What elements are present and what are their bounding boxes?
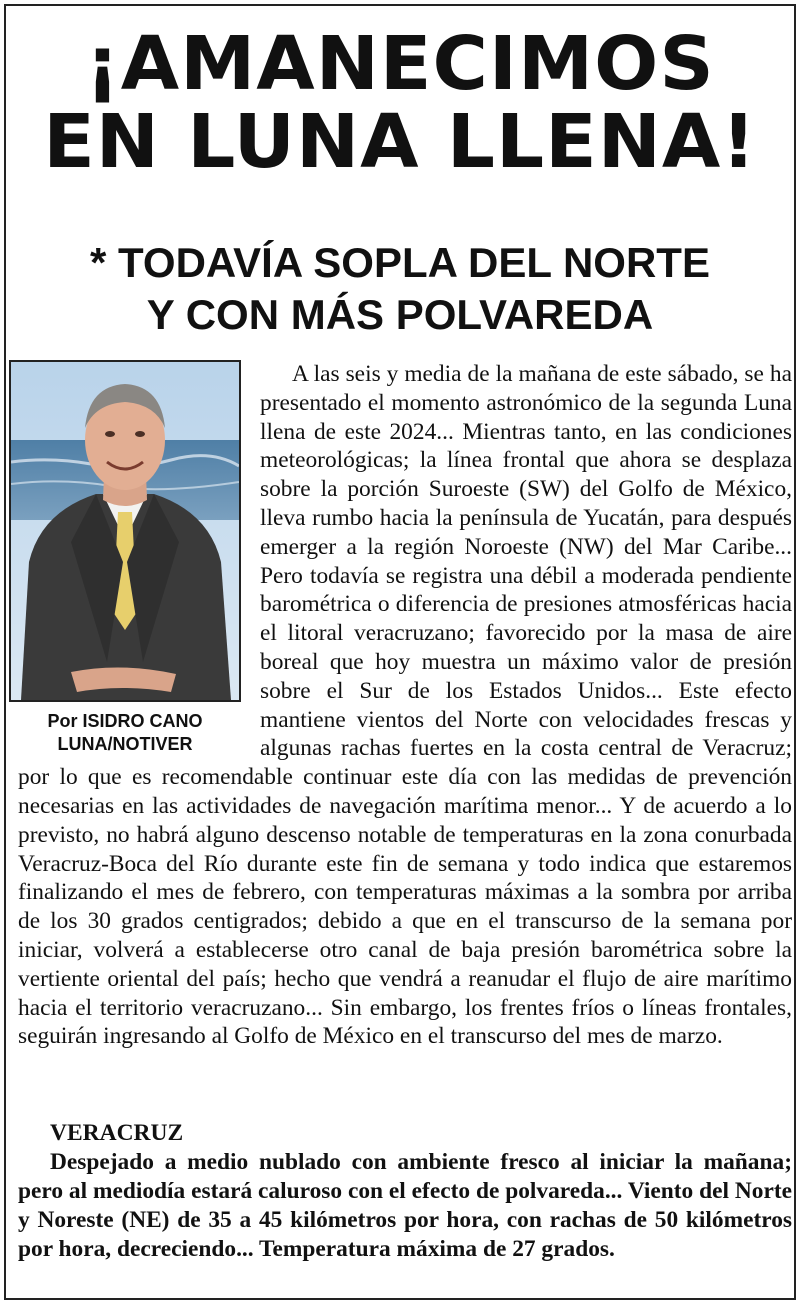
forecast-block xyxy=(18,1148,792,1264)
byline-outlet: LUNA/NOTIVER xyxy=(57,734,193,754)
subheadline-line-1: * TODAVÍA SOPLA DEL NORTE xyxy=(90,239,710,286)
byline xyxy=(9,710,241,756)
subheadline-line-2: Y CON MÁS POLVAREDA xyxy=(146,291,654,338)
headline-line-2: EN LUNA LLENA! xyxy=(43,99,757,185)
author-photo xyxy=(9,360,241,702)
forecast-title: VERACRUZ xyxy=(50,1120,184,1146)
byline-author: Por ISIDRO CANO xyxy=(47,711,203,731)
headline-line-1: ¡AMANECIMOS xyxy=(85,21,715,107)
forecast-text: Despejado a medio nublado con ambiente fresco al iniciar la mañana; pero al mediodía estará caluroso con el efecto de polvareda... Viento del Norte y Noreste (NE) de 35 a 45 kilómetros por hora, con rachas de 50 kilómetros por hora, decreciendo... Temperatura máxima de 27 grados. xyxy=(18,1149,792,1262)
article-paragraph: A las seis y media de la mañana de este sábado, se ha presentado el momento astronómico de la segunda Luna llena de este 2024... Mientras tanto, en las condiciones meteorológicas; la línea frontal que ahora se desplaza sobre la porción Suroeste (SW) del Golfo de México, lleva rumbo hacia la península de Yucatán, para después emerger a la región Noroeste (NW) del Mar Caribe... Pero todavía se registra una débil a moderada pendiente barométrica o diferencia de presiones atmosféricas hacia el litoral veracruzano; favorecido por la masa de aire boreal que hoy muestra un máximo valor de presión sobre el Sur de los Estados Unidos... Este efecto mantiene vientos del Norte con velocidades frescas y algunas rachas fuertes en la costa central de Veracruz; por lo que es recomendable continuar este día con las medidas de prevención necesarias en las actividades de navegación marítima menor... Y de acuerdo a lo previsto, no habrá alguno descenso notable de temperaturas en la zona conurbada Veracruz-Boca del Río durante este fin de semana y todo indica que estaremos finalizando el mes de febrero, con temperaturas máximas a la sombra por arriba de los 30 grados centigrados; debido a que en el transcurso de la semana por iniciar, volverá a establecerse otro canal de baja presión barométrica sobre la vertiente oriental del país; hecho que vendrá a reanudar el flujo de aire marítimo hacia el territorio veracruzano... Sin embargo, los frentes fríos o líneas frontales, seguirán ingresando al Golfo de México en el transcurso del mes de marzo. xyxy=(18,361,792,1050)
